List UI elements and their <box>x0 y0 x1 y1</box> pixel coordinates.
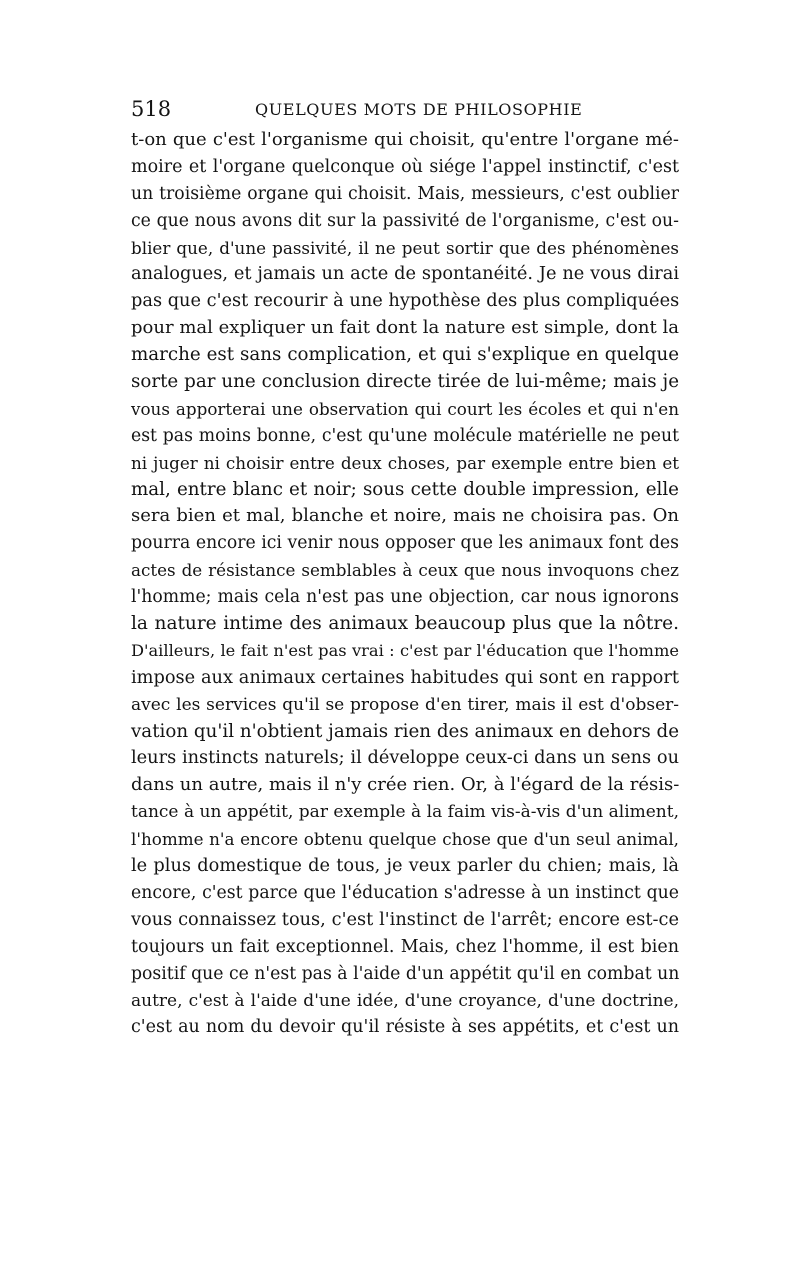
text-line: pas que c'est recourir à une hypothèse des plus compliquées <box>131 291 680 312</box>
text-line: toujours un fait exceptionnel. Mais, chez l'homme, il est bien <box>131 936 679 957</box>
text-line: sorte par une conclusion directe tirée de lui-même; mais je <box>131 371 679 393</box>
text-line: ce que nous avons dit sur la passivité de l'organisme, c'est ou- <box>131 210 679 231</box>
text-line: l'homme n'a encore obtenu quelque chose que d'un seul animal, <box>131 829 679 850</box>
text-line: dans un autre, mais il n'y crée rien. Or, à l'égard de la résis- <box>131 774 680 796</box>
text-line: mal, entre blanc et noir; sous cette double impression, elle <box>131 478 679 500</box>
text-line: le plus domestique de tous, je veux parler du chien; mais, là <box>131 856 679 877</box>
text-line: vous connaissez tous, c'est l'instinct de l'arrêt; encore est-ce <box>131 909 679 930</box>
text-line: la nature intime des animaux beaucoup plus que la nôtre. <box>131 613 679 635</box>
body-text <box>131 127 679 1041</box>
text-line: pourra encore ici venir nous opposer que les animaux font des <box>131 533 679 554</box>
text-line: ni juger ni choisir entre deux choses, par exemple entre bien et <box>131 452 679 473</box>
text-line: positif que ce n'est pas à l'aide d'un appétit qu'il en combat un <box>131 963 680 984</box>
text-line: marche est sans complication, et qui s'explique en quelque <box>131 344 679 366</box>
text-line: t-on que c'est l'organisme qui choisit, qu'entre l'organe mé- <box>131 129 679 150</box>
text-line: vous apporterai une observation qui court les écoles et qui n'en <box>131 398 679 419</box>
text-line: D'ailleurs, le fait n'est pas vrai : c'est par l'éducation que l'homme <box>131 640 679 660</box>
text-line: impose aux animaux certaines habitudes qui sont en rapport <box>131 667 679 688</box>
text-line: actes de résistance semblables à ceux que nous invoquons chez <box>131 560 679 581</box>
text-line: analogues, et jamais un acte de spontanéité. Je ne vous dirai <box>131 264 679 285</box>
running-head <box>131 96 679 122</box>
text-line: moire et l'organe quelconque où siége l'appel instinctif, c'est <box>131 156 679 177</box>
text-line: un troisième organe qui choisit. Mais, messieurs, c'est oublier <box>131 183 679 204</box>
text-line: c'est au nom du devoir qu'il résiste à ses appétits, et c'est un <box>131 1017 679 1038</box>
text-line: blier que, d'une passivité, il ne peut sortir que des phénomènes <box>131 237 679 258</box>
text-line: encore, c'est parce que l'éducation s'adresse à un instinct que <box>131 882 679 903</box>
text-line: pour mal expliquer un fait dont la nature est simple, dont la <box>131 317 679 339</box>
text-line: avec les services qu'il se propose d'en tirer, mais il est d'obser- <box>131 694 679 715</box>
text-line: vation qu'il n'obtient jamais rien des animaux en dehors de <box>131 720 679 742</box>
text-line: leurs instincts naturels; il développe ceux-ci dans un sens ou <box>131 748 679 769</box>
text-line: l'homme; mais cela n'est pas une objection, car nous ignorons <box>131 587 679 608</box>
page-number: 518 <box>131 97 172 121</box>
text-line: est pas moins bonne, c'est qu'une molécule matérielle ne peut <box>131 425 679 446</box>
text-line: tance à un appétit, par exemple à la faim vis-à-vis d'un aliment, <box>131 802 679 823</box>
text-line: autre, c'est à l'aide d'une idée, d'une croyance, d'une doctrine, <box>131 990 679 1011</box>
text-line: sera bien et mal, blanche et noire, mais ne choisira pas. On <box>131 505 679 527</box>
running-title: QUELQUES MOTS DE PHILOSOPHIE <box>255 100 583 119</box>
